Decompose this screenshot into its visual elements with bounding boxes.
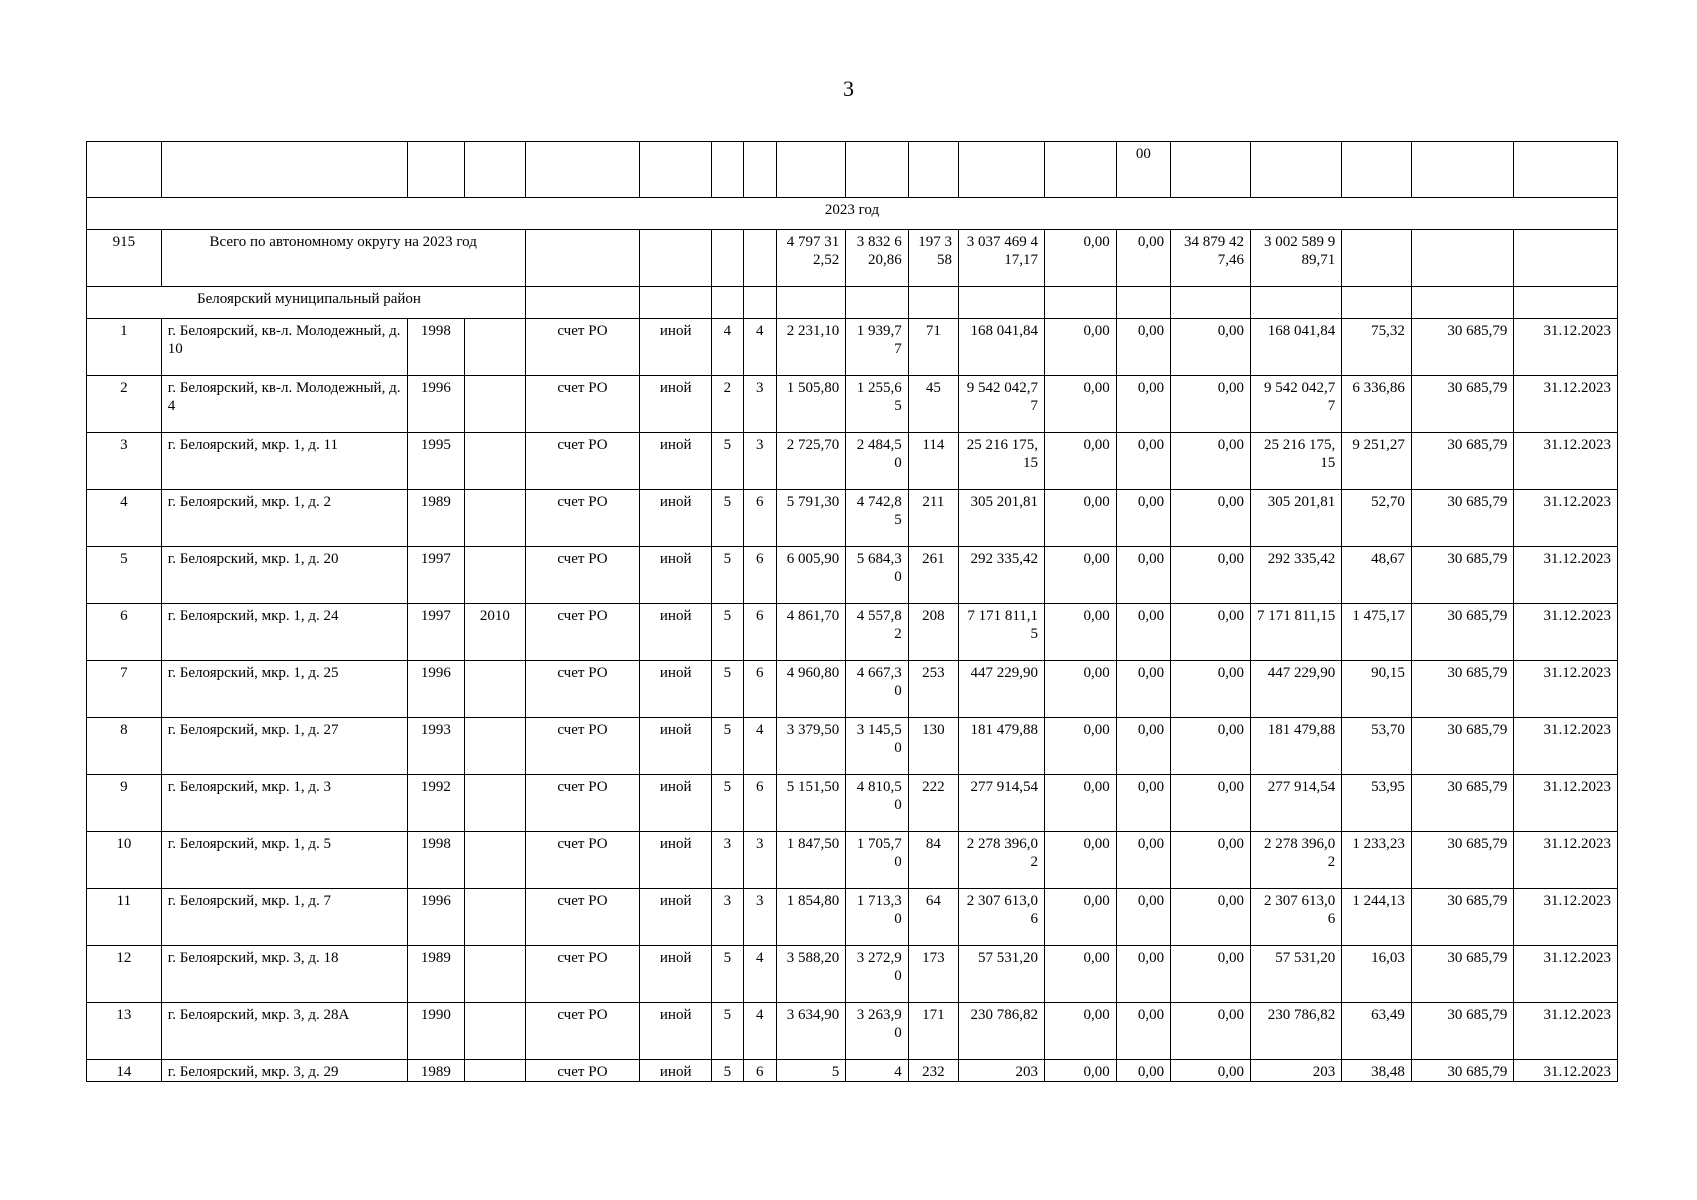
table-row <box>87 433 1618 490</box>
residents: 232 <box>908 1060 958 1082</box>
total-cost: 2 307 613,06 <box>958 889 1044 946</box>
address: г. Белоярский, мкр. 1, д. 25 <box>161 661 407 718</box>
living-area: 3 263,90 <box>846 1003 909 1060</box>
unit-cost: 52,70 <box>1342 490 1412 547</box>
table-row <box>87 319 1618 376</box>
deadline: 31.12.2023 <box>1514 1003 1618 1060</box>
total-area: 1 854,80 <box>776 889 846 946</box>
total-label: Всего по автономному округу на 2023 год <box>161 230 525 287</box>
fund-1: 0,00 <box>1045 946 1117 1003</box>
house-type: иной <box>640 547 712 604</box>
fund-1: 0,00 <box>1045 661 1117 718</box>
living-area: 4 742,85 <box>846 490 909 547</box>
residents: 261 <box>908 547 958 604</box>
total-area: 5 791,30 <box>776 490 846 547</box>
living-area: 4 557,82 <box>846 604 909 661</box>
residents: 208 <box>908 604 958 661</box>
fund-3: 0,00 <box>1171 1060 1251 1082</box>
living-area: 1 255,65 <box>846 376 909 433</box>
address: г. Белоярский, мкр. 3, д. 28А <box>161 1003 407 1060</box>
residents: 171 <box>908 1003 958 1060</box>
residents: 71 <box>908 319 958 376</box>
year-built: 1996 <box>407 376 464 433</box>
total-area: 2 725,70 <box>776 433 846 490</box>
entrances: 6 <box>743 604 776 661</box>
row-number: 12 <box>87 946 162 1003</box>
table-row <box>87 604 1618 661</box>
floors: 4 <box>712 319 744 376</box>
residents: 211 <box>908 490 958 547</box>
fund-2: 0,00 <box>1116 490 1170 547</box>
floors: 5 <box>712 1003 744 1060</box>
limit-cost: 30 685,79 <box>1411 661 1513 718</box>
address: г. Белоярский, мкр. 1, д. 2 <box>161 490 407 547</box>
house-type: иной <box>640 775 712 832</box>
year-reconstruction <box>465 376 525 433</box>
limit-cost: 30 685,79 <box>1411 775 1513 832</box>
living-area: 1 939,77 <box>846 319 909 376</box>
total-area: 6 005,90 <box>776 547 846 604</box>
entrances: 6 <box>743 661 776 718</box>
continued-header-row <box>87 142 1618 198</box>
address: г. Белоярский, кв-л. Молодежный, д. 10 <box>161 319 407 376</box>
total-area: 3 379,50 <box>776 718 846 775</box>
fund-3: 0,00 <box>1171 889 1251 946</box>
fund-2: 0,00 <box>1116 604 1170 661</box>
limit-cost: 30 685,79 <box>1411 832 1513 889</box>
total-residents: 197 358 <box>908 230 958 287</box>
total-cost: 57 531,20 <box>958 946 1044 1003</box>
fund-account: счет РО <box>525 604 640 661</box>
deadline: 31.12.2023 <box>1514 1060 1618 1082</box>
fund-1: 0,00 <box>1045 1003 1117 1060</box>
total-cost: 181 479,88 <box>958 718 1044 775</box>
entrances: 4 <box>743 946 776 1003</box>
table-row <box>87 775 1618 832</box>
total-area: 1 505,80 <box>776 376 846 433</box>
fund-4: 181 479,88 <box>1251 718 1342 775</box>
living-area: 4 810,50 <box>846 775 909 832</box>
row-number: 3 <box>87 433 162 490</box>
limit-cost: 30 685,79 <box>1411 1060 1513 1082</box>
address: г. Белоярский, мкр. 1, д. 11 <box>161 433 407 490</box>
fund-3: 0,00 <box>1171 775 1251 832</box>
fund-3: 0,00 <box>1171 661 1251 718</box>
row-number: 7 <box>87 661 162 718</box>
fund-4: 292 335,42 <box>1251 547 1342 604</box>
row-number: 13 <box>87 1003 162 1060</box>
deadline: 31.12.2023 <box>1514 433 1618 490</box>
residents: 45 <box>908 376 958 433</box>
total-cost: 305 201,81 <box>958 490 1044 547</box>
year-built: 1992 <box>407 775 464 832</box>
unit-cost: 6 336,86 <box>1342 376 1412 433</box>
total-cost: 277 914,54 <box>958 775 1044 832</box>
total-cost: 203 <box>958 1060 1044 1082</box>
fund-account: счет РО <box>525 490 640 547</box>
house-type: иной <box>640 946 712 1003</box>
floors: 5 <box>712 547 744 604</box>
living-area: 4 667,30 <box>846 661 909 718</box>
year-built: 1996 <box>407 661 464 718</box>
row-number: 8 <box>87 718 162 775</box>
row-number: 5 <box>87 547 162 604</box>
row-number: 14 <box>87 1060 162 1082</box>
total-cost: 230 786,82 <box>958 1003 1044 1060</box>
deadline: 31.12.2023 <box>1514 889 1618 946</box>
year-reconstruction <box>465 832 525 889</box>
fund-3: 0,00 <box>1171 718 1251 775</box>
entrances: 3 <box>743 376 776 433</box>
floors: 5 <box>712 433 744 490</box>
year-built: 1989 <box>407 946 464 1003</box>
fund-2: 0,00 <box>1116 433 1170 490</box>
total-cost: 7 171 811,15 <box>958 604 1044 661</box>
year-reconstruction <box>465 775 525 832</box>
district-row <box>87 287 1618 319</box>
deadline: 31.12.2023 <box>1514 376 1618 433</box>
header-cell-00: 00 <box>1116 142 1170 198</box>
entrances: 6 <box>743 1060 776 1082</box>
table-row <box>87 1060 1618 1082</box>
entrances: 4 <box>743 1003 776 1060</box>
entrances: 6 <box>743 547 776 604</box>
floors: 5 <box>712 775 744 832</box>
year-reconstruction <box>465 1060 525 1082</box>
deadline: 31.12.2023 <box>1514 490 1618 547</box>
limit-cost: 30 685,79 <box>1411 319 1513 376</box>
limit-cost: 30 685,79 <box>1411 946 1513 1003</box>
year-built: 1998 <box>407 832 464 889</box>
limit-cost: 30 685,79 <box>1411 490 1513 547</box>
table-row <box>87 1003 1618 1060</box>
fund-4: 230 786,82 <box>1251 1003 1342 1060</box>
house-type: иной <box>640 661 712 718</box>
fund-4: 305 201,81 <box>1251 490 1342 547</box>
fund-4: 2 307 613,06 <box>1251 889 1342 946</box>
house-type: иной <box>640 718 712 775</box>
fund-2: 0,00 <box>1116 946 1170 1003</box>
residents: 114 <box>908 433 958 490</box>
year-built: 1989 <box>407 490 464 547</box>
unit-cost: 16,03 <box>1342 946 1412 1003</box>
living-area: 5 684,30 <box>846 547 909 604</box>
year-reconstruction <box>465 661 525 718</box>
unit-cost: 1 233,23 <box>1342 832 1412 889</box>
entrances: 4 <box>743 718 776 775</box>
floors: 5 <box>712 1060 744 1082</box>
fund-3: 0,00 <box>1171 547 1251 604</box>
table-row <box>87 490 1618 547</box>
living-area: 3 145,50 <box>846 718 909 775</box>
address: г. Белоярский, мкр. 1, д. 5 <box>161 832 407 889</box>
unit-cost: 75,32 <box>1342 319 1412 376</box>
deadline: 31.12.2023 <box>1514 547 1618 604</box>
total-area: 1 847,50 <box>776 832 846 889</box>
unit-cost: 1 244,13 <box>1342 889 1412 946</box>
fund-3: 0,00 <box>1171 1003 1251 1060</box>
deadline: 31.12.2023 <box>1514 832 1618 889</box>
year-reconstruction <box>465 490 525 547</box>
row-number: 6 <box>87 604 162 661</box>
floors: 5 <box>712 490 744 547</box>
year-built: 1990 <box>407 1003 464 1060</box>
total-row <box>87 230 1618 287</box>
row-number: 4 <box>87 490 162 547</box>
address: г. Белоярский, мкр. 1, д. 7 <box>161 889 407 946</box>
table-row <box>87 832 1618 889</box>
total-area: 5 <box>776 1060 846 1082</box>
fund-1: 0,00 <box>1045 1060 1117 1082</box>
residents: 84 <box>908 832 958 889</box>
fund-2: 0,00 <box>1116 775 1170 832</box>
fund-1: 0,00 <box>1045 376 1117 433</box>
address: г. Белоярский, мкр. 3, д. 18 <box>161 946 407 1003</box>
total-fund-2: 0,00 <box>1116 230 1170 287</box>
unit-cost: 38,48 <box>1342 1060 1412 1082</box>
entrances: 6 <box>743 775 776 832</box>
fund-2: 0,00 <box>1116 547 1170 604</box>
total-area: 3 634,90 <box>776 1003 846 1060</box>
address: г. Белоярский, мкр. 3, д. 29 <box>161 1060 407 1082</box>
unit-cost: 63,49 <box>1342 1003 1412 1060</box>
residents: 130 <box>908 718 958 775</box>
fund-1: 0,00 <box>1045 718 1117 775</box>
fund-1: 0,00 <box>1045 889 1117 946</box>
year-reconstruction <box>465 319 525 376</box>
limit-cost: 30 685,79 <box>1411 889 1513 946</box>
residents: 64 <box>908 889 958 946</box>
row-number: 1 <box>87 319 162 376</box>
year-built: 1997 <box>407 547 464 604</box>
row-number: 10 <box>87 832 162 889</box>
total-cost: 3 037 469 417,17 <box>958 230 1044 287</box>
page-number: 3 <box>843 76 854 101</box>
fund-2: 0,00 <box>1116 889 1170 946</box>
year-built: 1998 <box>407 319 464 376</box>
address: г. Белоярский, мкр. 1, д. 3 <box>161 775 407 832</box>
fund-account: счет РО <box>525 775 640 832</box>
house-type: иной <box>640 1003 712 1060</box>
total-area: 2 231,10 <box>776 319 846 376</box>
year-built: 1993 <box>407 718 464 775</box>
total-area: 5 151,50 <box>776 775 846 832</box>
year-reconstruction <box>465 1003 525 1060</box>
address: г. Белоярский, мкр. 1, д. 27 <box>161 718 407 775</box>
house-type: иной <box>640 1060 712 1082</box>
year-built: 1997 <box>407 604 464 661</box>
floors: 2 <box>712 376 744 433</box>
fund-4: 57 531,20 <box>1251 946 1342 1003</box>
floors: 5 <box>712 718 744 775</box>
floors: 3 <box>712 889 744 946</box>
year-built: 1996 <box>407 889 464 946</box>
total-cost: 9 542 042,77 <box>958 376 1044 433</box>
fund-4: 168 041,84 <box>1251 319 1342 376</box>
fund-account: счет РО <box>525 889 640 946</box>
floors: 5 <box>712 661 744 718</box>
fund-2: 0,00 <box>1116 1003 1170 1060</box>
year-reconstruction <box>465 547 525 604</box>
residents: 173 <box>908 946 958 1003</box>
entrances: 3 <box>743 433 776 490</box>
fund-account: счет РО <box>525 1003 640 1060</box>
row-number: 2 <box>87 376 162 433</box>
year-reconstruction <box>465 889 525 946</box>
fund-4: 2 278 396,02 <box>1251 832 1342 889</box>
fund-account: счет РО <box>525 433 640 490</box>
total-fund-1: 0,00 <box>1045 230 1117 287</box>
fund-4: 25 216 175,15 <box>1251 433 1342 490</box>
house-type: иной <box>640 832 712 889</box>
fund-3: 0,00 <box>1171 946 1251 1003</box>
table-row <box>87 547 1618 604</box>
row-number: 11 <box>87 889 162 946</box>
house-type: иной <box>640 889 712 946</box>
fund-4: 7 171 811,15 <box>1251 604 1342 661</box>
total-cost: 292 335,42 <box>958 547 1044 604</box>
fund-3: 0,00 <box>1171 604 1251 661</box>
year-label: 2023 год <box>87 198 1618 230</box>
living-area: 4 <box>846 1060 909 1082</box>
district-name: Белоярский муниципальный район <box>87 287 526 319</box>
living-area: 3 272,90 <box>846 946 909 1003</box>
deadline: 31.12.2023 <box>1514 661 1618 718</box>
capital-repair-table <box>86 141 1618 1082</box>
fund-account: счет РО <box>525 547 640 604</box>
year-built: 1995 <box>407 433 464 490</box>
limit-cost: 30 685,79 <box>1411 433 1513 490</box>
fund-1: 0,00 <box>1045 547 1117 604</box>
fund-account: счет РО <box>525 376 640 433</box>
deadline: 31.12.2023 <box>1514 718 1618 775</box>
fund-account: счет РО <box>525 946 640 1003</box>
entrances: 3 <box>743 889 776 946</box>
unit-cost: 48,67 <box>1342 547 1412 604</box>
fund-2: 0,00 <box>1116 832 1170 889</box>
total-living-area: 3 832 620,86 <box>846 230 909 287</box>
total-area: 4 797 312,52 <box>776 230 846 287</box>
fund-4: 277 914,54 <box>1251 775 1342 832</box>
year-built: 1989 <box>407 1060 464 1082</box>
house-type: иной <box>640 490 712 547</box>
year-reconstruction <box>465 946 525 1003</box>
address: г. Белоярский, кв-л. Молодежный, д. 4 <box>161 376 407 433</box>
fund-3: 0,00 <box>1171 832 1251 889</box>
fund-1: 0,00 <box>1045 433 1117 490</box>
total-cost: 447 229,90 <box>958 661 1044 718</box>
limit-cost: 30 685,79 <box>1411 376 1513 433</box>
entrances: 4 <box>743 319 776 376</box>
house-type: иной <box>640 376 712 433</box>
floors: 5 <box>712 946 744 1003</box>
year-row <box>87 198 1618 230</box>
fund-2: 0,00 <box>1116 661 1170 718</box>
address: г. Белоярский, мкр. 1, д. 20 <box>161 547 407 604</box>
fund-3: 0,00 <box>1171 319 1251 376</box>
fund-account: счет РО <box>525 718 640 775</box>
total-cost: 2 278 396,02 <box>958 832 1044 889</box>
deadline: 31.12.2023 <box>1514 604 1618 661</box>
fund-4: 9 542 042,77 <box>1251 376 1342 433</box>
total-num: 915 <box>87 230 162 287</box>
address: г. Белоярский, мкр. 1, д. 24 <box>161 604 407 661</box>
limit-cost: 30 685,79 <box>1411 604 1513 661</box>
fund-1: 0,00 <box>1045 775 1117 832</box>
year-reconstruction <box>465 718 525 775</box>
fund-4: 447 229,90 <box>1251 661 1342 718</box>
fund-2: 0,00 <box>1116 718 1170 775</box>
entrances: 6 <box>743 490 776 547</box>
limit-cost: 30 685,79 <box>1411 547 1513 604</box>
living-area: 1 713,30 <box>846 889 909 946</box>
fund-1: 0,00 <box>1045 490 1117 547</box>
entrances: 3 <box>743 832 776 889</box>
row-number: 9 <box>87 775 162 832</box>
total-area: 4 861,70 <box>776 604 846 661</box>
fund-account: счет РО <box>525 661 640 718</box>
fund-1: 0,00 <box>1045 604 1117 661</box>
fund-2: 0,00 <box>1116 1060 1170 1082</box>
floors: 5 <box>712 604 744 661</box>
total-area: 3 588,20 <box>776 946 846 1003</box>
unit-cost: 90,15 <box>1342 661 1412 718</box>
fund-1: 0,00 <box>1045 319 1117 376</box>
fund-3: 0,00 <box>1171 376 1251 433</box>
fund-account: счет РО <box>525 1060 640 1082</box>
deadline: 31.12.2023 <box>1514 946 1618 1003</box>
house-type: иной <box>640 319 712 376</box>
table-row <box>87 376 1618 433</box>
house-type: иной <box>640 604 712 661</box>
total-fund-4: 3 002 589 989,71 <box>1251 230 1342 287</box>
limit-cost: 30 685,79 <box>1411 718 1513 775</box>
residents: 222 <box>908 775 958 832</box>
table-row <box>87 718 1618 775</box>
residents: 253 <box>908 661 958 718</box>
unit-cost: 9 251,27 <box>1342 433 1412 490</box>
fund-account: счет РО <box>525 319 640 376</box>
unit-cost: 53,70 <box>1342 718 1412 775</box>
floors: 3 <box>712 832 744 889</box>
total-cost: 25 216 175,15 <box>958 433 1044 490</box>
table-row <box>87 661 1618 718</box>
table-row <box>87 946 1618 1003</box>
table-row <box>87 889 1618 946</box>
year-reconstruction <box>465 433 525 490</box>
year-reconstruction: 2010 <box>465 604 525 661</box>
fund-2: 0,00 <box>1116 319 1170 376</box>
total-area: 4 960,80 <box>776 661 846 718</box>
total-fund-3: 34 879 427,46 <box>1171 230 1251 287</box>
total-cost: 168 041,84 <box>958 319 1044 376</box>
fund-3: 0,00 <box>1171 433 1251 490</box>
living-area: 2 484,50 <box>846 433 909 490</box>
limit-cost: 30 685,79 <box>1411 1003 1513 1060</box>
fund-1: 0,00 <box>1045 832 1117 889</box>
fund-2: 0,00 <box>1116 376 1170 433</box>
living-area: 1 705,70 <box>846 832 909 889</box>
fund-4: 203 <box>1251 1060 1342 1082</box>
fund-account: счет РО <box>525 832 640 889</box>
unit-cost: 1 475,17 <box>1342 604 1412 661</box>
fund-3: 0,00 <box>1171 490 1251 547</box>
house-type: иной <box>640 433 712 490</box>
deadline: 31.12.2023 <box>1514 775 1618 832</box>
unit-cost: 53,95 <box>1342 775 1412 832</box>
deadline: 31.12.2023 <box>1514 319 1618 376</box>
